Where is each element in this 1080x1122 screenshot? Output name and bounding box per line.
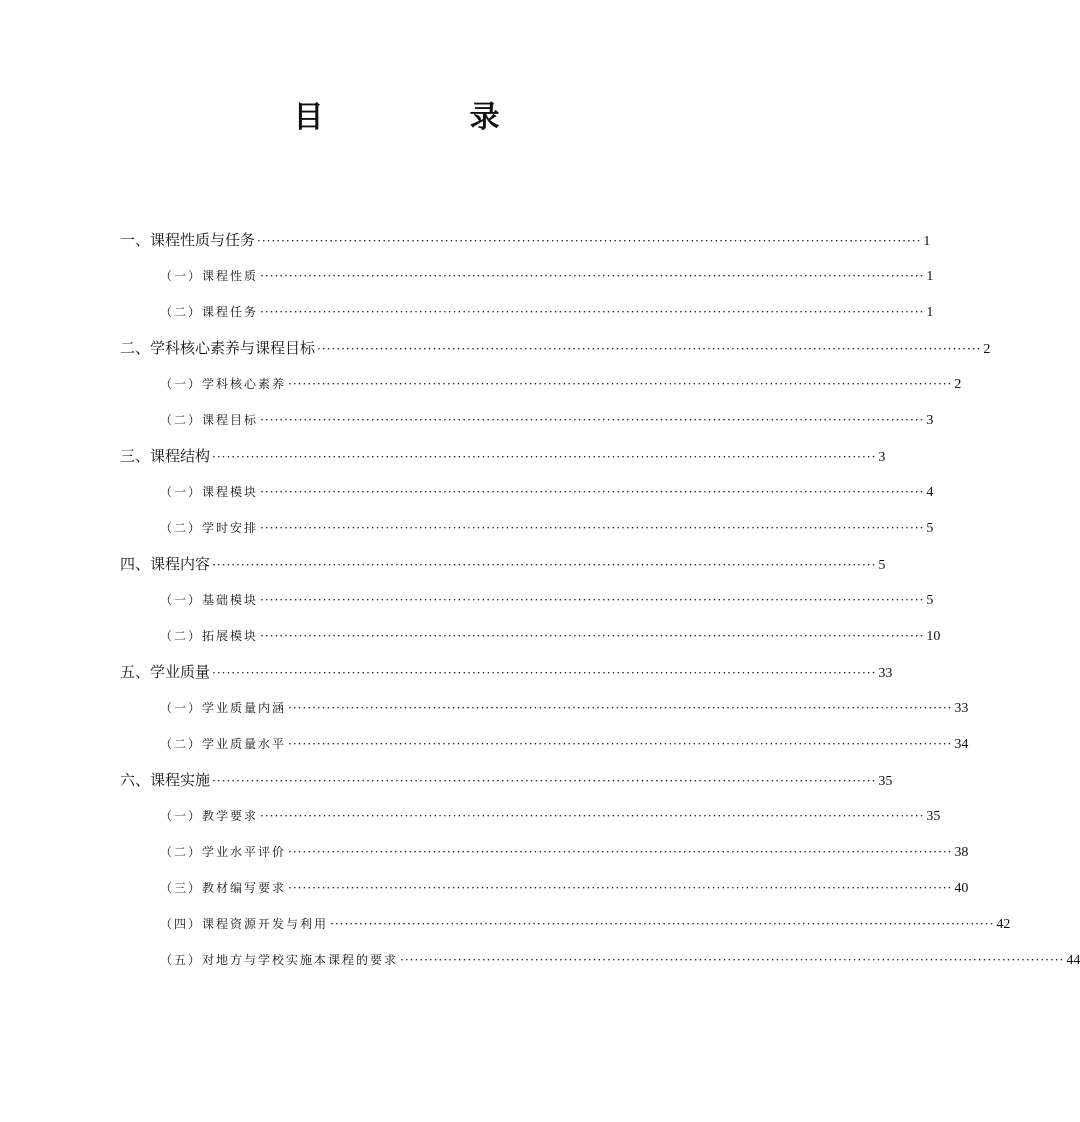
toc-entry[interactable]	[120, 258, 934, 294]
toc-entry[interactable]	[120, 726, 969, 762]
toc-page-number: 5	[878, 558, 886, 573]
dot-leader: ··········································································································································	[257, 234, 922, 248]
toc-entry[interactable]	[120, 546, 886, 582]
dot-leader: ··········································································································································	[260, 521, 925, 535]
toc-entry-label: （一）教学要求	[160, 809, 259, 823]
toc-entry[interactable]	[120, 330, 991, 366]
toc-page-number: 44	[1066, 953, 1080, 968]
toc-page-number: 33	[954, 701, 969, 716]
toc-entry-label: （二）课程目标	[160, 413, 259, 427]
dot-leader: ··········································································································································	[260, 269, 925, 283]
dot-leader: ··········································································································································	[260, 305, 925, 319]
toc-page-number: 5	[926, 593, 934, 608]
dot-leader: ··········································································································································	[288, 377, 953, 391]
toc-entry-label: （一）学业质量内涵	[160, 701, 287, 715]
toc-entry-label: （一）基础模块	[160, 593, 259, 607]
toc-entry[interactable]	[120, 582, 934, 618]
toc-entry[interactable]	[120, 798, 941, 834]
toc-entry[interactable]	[120, 366, 962, 402]
toc-entry[interactable]	[120, 618, 941, 654]
toc-page-number: 2	[983, 342, 991, 357]
toc-entry-label: （一）学科核心素养	[160, 377, 287, 391]
toc-entry-label: 六、课程实施	[120, 771, 211, 789]
toc-page-number: 35	[926, 809, 941, 824]
toc-entry[interactable]	[120, 474, 934, 510]
dot-leader: ··········································································································································	[260, 413, 925, 427]
toc-page-number: 1	[926, 269, 934, 284]
dot-leader: ··········································································································································	[260, 485, 925, 499]
toc-page-number: 40	[954, 881, 969, 896]
toc-entry[interactable]	[120, 942, 1080, 978]
dot-leader: ··········································································································································	[288, 737, 953, 751]
toc-page-number: 42	[996, 917, 1011, 932]
toc-entry[interactable]	[120, 762, 893, 798]
toc-entry-label: （四）课程资源开发与利用	[160, 917, 329, 931]
toc-page-number: 34	[954, 737, 969, 752]
dot-leader: ··········································································································································	[288, 881, 953, 895]
toc-entry[interactable]	[120, 870, 969, 906]
dot-leader: ··········································································································································	[400, 953, 1065, 967]
toc-entry-label: （五）对地方与学校实施本课程的要求	[160, 953, 399, 967]
table-of-contents	[120, 222, 1080, 978]
dot-leader: ··········································································································································	[260, 593, 925, 607]
toc-page-number: 33	[878, 666, 893, 681]
dot-leader: ··········································································································································	[260, 629, 925, 643]
toc-page-number: 4	[926, 485, 934, 500]
toc-entry-label: （三）教材编写要求	[160, 881, 287, 895]
toc-entry-label: 五、学业质量	[120, 663, 211, 681]
toc-entry[interactable]	[120, 654, 893, 690]
toc-page-number: 38	[954, 845, 969, 860]
toc-entry[interactable]	[120, 222, 931, 258]
toc-entry[interactable]	[120, 690, 969, 726]
toc-entry[interactable]	[120, 510, 934, 546]
dot-leader: ··········································································································································	[212, 774, 877, 788]
dot-leader: ··········································································································································	[212, 558, 877, 572]
dot-leader: ··········································································································································	[317, 342, 982, 356]
toc-entry[interactable]	[120, 906, 1011, 942]
toc-page-number: 10	[926, 629, 941, 644]
toc-entry-label: （一）课程性质	[160, 269, 259, 283]
dot-leader: ··········································································································································	[330, 917, 995, 931]
dot-leader: ··········································································································································	[212, 666, 877, 680]
toc-page-number: 35	[878, 774, 893, 789]
toc-entry[interactable]	[120, 438, 886, 474]
dot-leader: ··········································································································································	[288, 845, 953, 859]
dot-leader: ··········································································································································	[260, 809, 925, 823]
toc-page-number: 1	[926, 305, 934, 320]
toc-entry-label: 四、课程内容	[120, 555, 211, 573]
toc-entry-label: （二）拓展模块	[160, 629, 259, 643]
toc-page-number: 3	[926, 413, 934, 428]
toc-page-number: 5	[926, 521, 934, 536]
toc-entry-label: 一、课程性质与任务	[120, 231, 256, 249]
toc-entry-label: （二）学业质量水平	[160, 737, 287, 751]
dot-leader: ··········································································································································	[212, 450, 877, 464]
toc-entry-label: （二）学业水平评价	[160, 845, 287, 859]
dot-leader: ··········································································································································	[288, 701, 953, 715]
page-title: 目 录	[293, 100, 558, 135]
toc-entry-label: （二）学时安排	[160, 521, 259, 535]
toc-entry-label: （一）课程模块	[160, 485, 259, 499]
toc-entry[interactable]	[120, 402, 934, 438]
toc-page-number: 1	[923, 234, 931, 249]
toc-entry[interactable]	[120, 834, 969, 870]
toc-page-number: 3	[878, 450, 886, 465]
toc-entry[interactable]	[120, 294, 934, 330]
toc-entry-label: （二）课程任务	[160, 305, 259, 319]
toc-page-number: 2	[954, 377, 962, 392]
toc-entry-label: 二、学科核心素养与课程目标	[120, 339, 316, 357]
toc-entry-label: 三、课程结构	[120, 447, 211, 465]
